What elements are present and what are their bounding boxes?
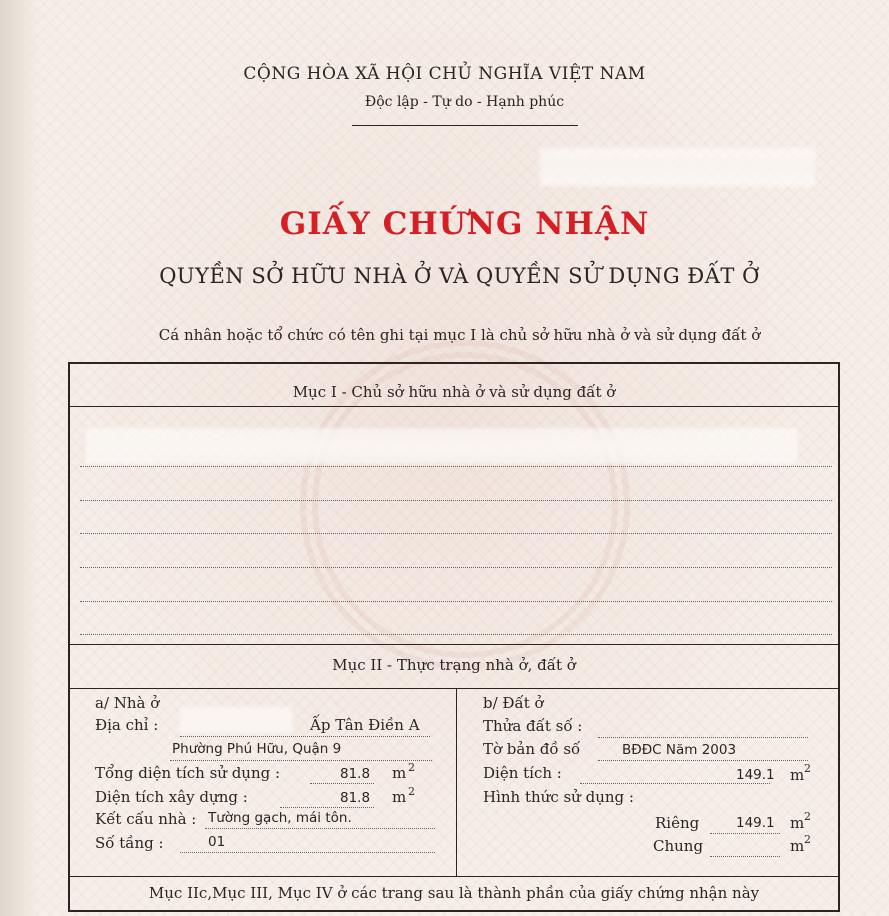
certificate-title: GIẤY CHỨNG NHẬN	[279, 206, 650, 242]
certificate-intro: Cá nhân hoặc tổ chức có tên ghi tại mục I là chủ sở hữu nhà ở và sử dụng đất ở	[158, 326, 761, 344]
owner-dotted-line-1	[80, 466, 832, 467]
private-label: Riêng	[655, 814, 700, 832]
land-area-label: Diện tích :	[483, 764, 562, 782]
page-edge-shadow	[0, 0, 40, 916]
map-sheet-label: Tờ bản đồ số	[483, 740, 581, 758]
total-area-unit-sup: 2	[408, 761, 415, 774]
private-dotted	[710, 833, 780, 834]
shared-unit-sup: 2	[804, 833, 811, 846]
section-2-heading: Mục II - Thực trạng nhà ở, đất ở	[332, 656, 576, 674]
map-sheet-value: BĐĐC Năm 2003	[622, 742, 737, 758]
national-motto: Độc lập - Tự do - Hạnh phúc	[364, 94, 565, 110]
certificate-subtitle: QUYỀN SỞ HỮU NHÀ Ở VÀ QUYỀN SỬ DỤNG ĐẤT Ở	[159, 264, 760, 288]
land-area-unit-sup: 2	[804, 762, 811, 775]
motto-underline	[352, 125, 578, 126]
structure-value: Tường gạch, mái tôn.	[208, 810, 352, 826]
redacted-owner-name	[86, 428, 798, 464]
address-line-2: Phường Phú Hữu, Quận 9	[172, 741, 342, 757]
floors-dotted	[180, 852, 435, 853]
address-dotted-line-2	[170, 760, 432, 761]
land-area-unit: m	[790, 766, 805, 784]
parcel-label: Thửa đất số :	[483, 717, 583, 735]
build-area-dotted	[280, 807, 374, 808]
address-line-1: Ấp Tân Điền A	[310, 716, 420, 734]
section-1-heading: Mục I - Chủ sở hữu nhà ở và sử dụng đất ở	[292, 383, 616, 401]
section-2-heading-rule	[69, 688, 839, 689]
owner-dotted-line-2	[80, 500, 832, 501]
total-area-label: Tổng diện tích sử dụng :	[95, 764, 281, 782]
owner-dotted-line-3	[80, 533, 832, 534]
redacted-serial-area	[540, 148, 815, 186]
parcel-dotted	[598, 737, 808, 738]
total-area-dotted	[310, 783, 374, 784]
owner-dotted-line-6	[80, 634, 832, 635]
section-2-top-rule	[69, 644, 839, 645]
republic-heading: CỘNG HÒA XÃ HỘI CHỦ NGHĨA VIỆT NAM	[243, 64, 646, 84]
build-area-value: 81.8	[340, 790, 371, 806]
land-heading: b/ Đất ở	[483, 694, 544, 712]
build-area-unit: m	[392, 788, 407, 806]
private-unit: m	[790, 814, 805, 832]
section-2-bottom-rule	[69, 876, 839, 877]
address-label: Địa chỉ :	[95, 716, 159, 734]
section-2-divider	[456, 689, 457, 877]
private-value: 149.1	[736, 815, 775, 831]
shared-unit: m	[790, 837, 805, 855]
structure-dotted	[205, 828, 435, 829]
build-area-unit-sup: 2	[408, 785, 415, 798]
footer-note: Mục IIc,Mục III, Mục IV ở các trang sau là thành phần của giấy chứng nhận này	[148, 884, 760, 902]
map-sheet-dotted	[598, 760, 808, 761]
build-area-label: Diện tích xây dựng :	[95, 788, 248, 806]
owner-dotted-line-5	[80, 601, 832, 602]
total-area-unit: m	[392, 764, 407, 782]
owner-dotted-line-4	[80, 567, 832, 568]
land-area-value: 149.1	[736, 767, 775, 783]
usage-form-label: Hình thức sử dụng :	[483, 788, 634, 806]
section-1-heading-rule	[69, 406, 839, 407]
private-unit-sup: 2	[804, 810, 811, 823]
land-area-dotted	[580, 783, 770, 784]
floors-label: Số tầng :	[95, 834, 164, 852]
house-heading: a/ Nhà ở	[95, 694, 160, 712]
shared-dotted	[710, 856, 780, 857]
address-dotted-line-1	[180, 736, 430, 737]
shared-label: Chung	[653, 837, 704, 855]
total-area-value: 81.8	[340, 766, 371, 782]
floors-value: 01	[208, 834, 226, 850]
structure-label: Kết cấu nhà :	[95, 810, 197, 828]
redacted-address-number	[180, 707, 292, 733]
